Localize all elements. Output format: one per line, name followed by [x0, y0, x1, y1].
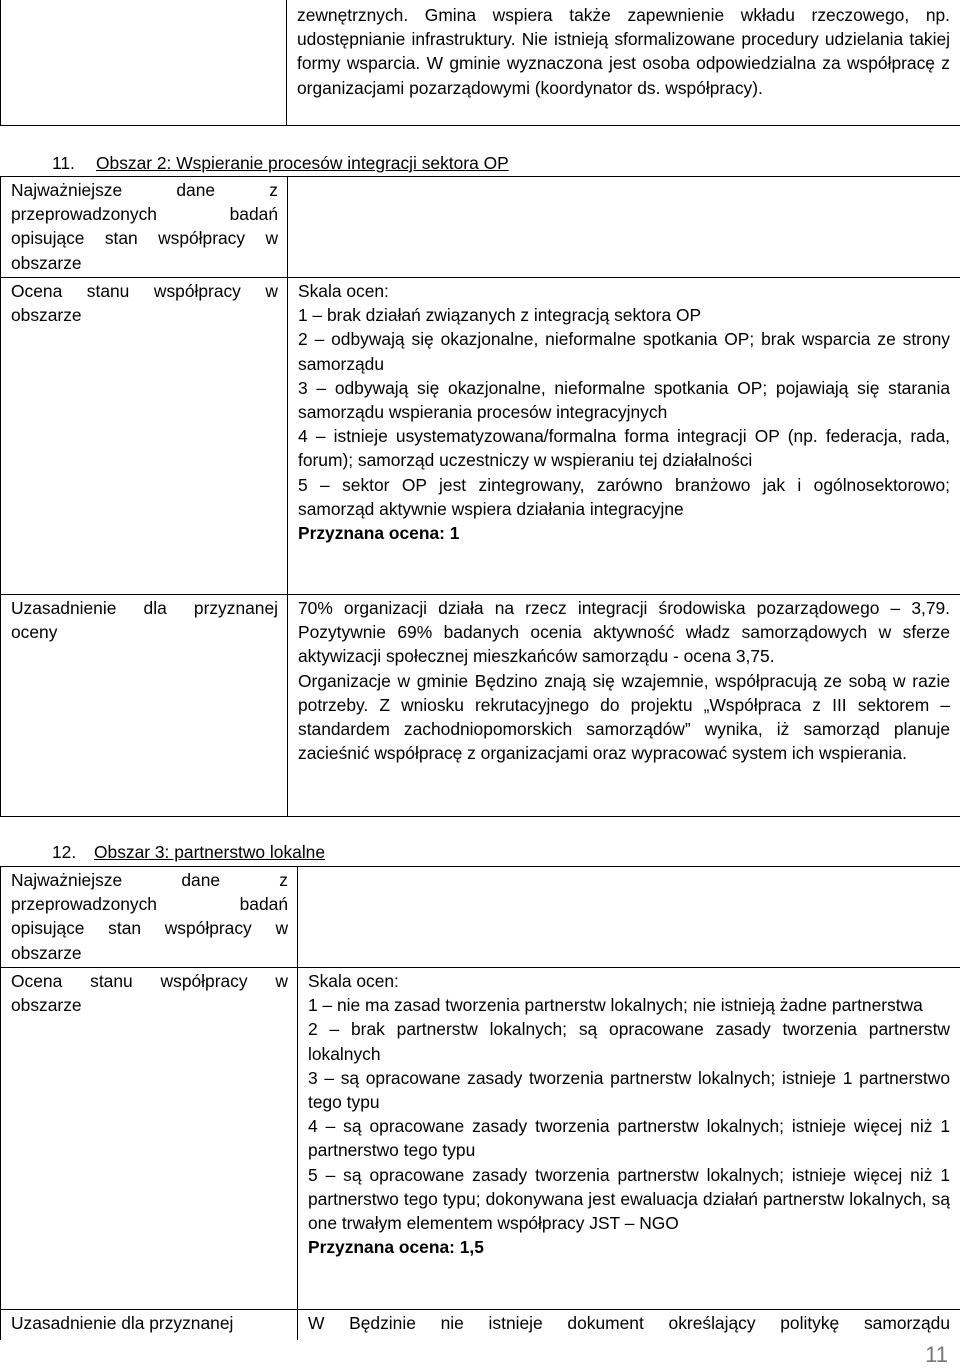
- section-12-heading: [52, 840, 325, 864]
- top-continuation-text: zewnętrznych. Gmina wspiera także zapewnienie wkładu rzeczowego, np. udostępnianie infrastruktury. Nie istnieją sformalizowane procedury udzielania takiej formy wsparcia. W gminie wyznaczona jest osoba odpowiedzialna za współpracę z organizacjami pozarządowymi (koordynator ds. współpracy).: [297, 5, 950, 98]
- s12-scale-item-5: 5 – są opracowane zasady tworzenia partnerstw lokalnych; istnieje więcej niż 1 partnerstwo tego typu; dokonywana jest ewaluacja działań partnerstw lokalnych, są one trwałym elementem współpracy JST – NGO: [308, 1164, 950, 1234]
- section-11-title: Obszar 2: Wspieranie procesów integracji sektora OP: [96, 153, 509, 173]
- top-continuation-table: [0, 0, 960, 126]
- top-right-cell: [287, 0, 960, 125]
- s12-data-row: [1, 867, 960, 968]
- s11-justification-value-cell: [288, 595, 960, 817]
- s11-justification-paragraph-2: Organizacje w gminie Będzino znają się wzajemnie, współpracują ze sobą w razie potrzeby. Z wniosku rekrutacyjnego do projektu „Współpraca z III sektorem – standardem zachodniopomorskich samorządów” wynika, iż samorząd planuje zacieśnić współpracę z organizacjami oraz wypracować system ich wspierania.: [298, 670, 950, 764]
- s11-data-row: [1, 177, 960, 278]
- s12-justification-label: Uzasadnienie dla przyznanej: [11, 1313, 234, 1333]
- section-12-number: 12.: [52, 842, 77, 862]
- s11-scale-item-1: 1 – brak działań związanych z integracją sektora OP: [298, 305, 702, 326]
- s11-justification-paragraph-1: 70% organizacji działa na rzecz integracji środowiska pozarządowego – 3,79. Pozytywnie 69% badanych ocenia aktywność władz samorządowych w sferze aktywizacji społecznej mieszkańców samorządu - ocena 3,75.: [298, 598, 950, 667]
- section-12-title: Obszar 3: partnerstwo lokalne: [94, 842, 326, 862]
- s12-justification-label-cell: [1, 1310, 298, 1340]
- s11-assessment-label: Ocena stanu współpracy w obszarze: [11, 281, 278, 326]
- s11-data-label: Najważniejsze dane z przeprowadzonych badań opisujące stan współpracy w obszarze: [11, 180, 278, 273]
- section-12-table: [0, 866, 960, 1340]
- s12-justification-value-cell: [298, 1310, 960, 1340]
- s11-scale-item-4: 4 – istnieje usystematyzowana/formalna forma integracji OP (np. federacja, rada, forum); samorząd uczestniczy w wspieraniu tej działalności: [298, 426, 950, 471]
- s11-scale-item-3: 3 – odbywają się okazjonalne, nieformalne spotkania OP; pojawiają się starania samorządu wspierania procesów integracyjnych: [298, 377, 950, 423]
- s12-justification-row: [1, 1310, 960, 1340]
- s12-granted-score: Przyznana ocena: 1,5: [308, 1237, 484, 1258]
- s12-justification-text: W Będzinie nie istnieje dokument określający politykę samorządu: [308, 1313, 950, 1333]
- s11-justification-label: Uzasadnienie dla przyznanej oceny: [11, 598, 278, 643]
- s12-data-label-cell: [1, 867, 298, 968]
- s11-scale-item-2: 2 – odbywają się okazjonalne, nieformalne spotkania OP; brak wsparcia ze strony samorządu: [298, 329, 950, 374]
- section-11-heading: [52, 151, 509, 175]
- s12-assessment-label-cell: [1, 968, 298, 1310]
- s11-scale-title: Skala ocen:: [298, 281, 389, 301]
- s12-scale-item-1: 1 – nie ma zasad tworzenia partnerstw lokalnych; nie istnieją żadne partnerstwa: [308, 995, 923, 1016]
- s11-justification-row: [1, 595, 960, 817]
- section-11-table: [0, 176, 960, 817]
- s11-granted-score: Przyznana ocena: 1: [298, 523, 460, 544]
- s11-assessment-label-cell: [1, 278, 288, 595]
- s12-data-value-cell: [298, 867, 960, 968]
- s12-data-label: Najważniejsze dane z przeprowadzonych badań opisujące stan współpracy w obszarze: [11, 870, 288, 963]
- s12-assessment-row: [1, 968, 960, 1310]
- top-left-cell: [1, 0, 287, 125]
- s11-assessment-value-cell: [288, 278, 960, 595]
- s12-assessment-value-cell: [298, 968, 960, 1310]
- s11-justification-label-cell: [1, 595, 288, 817]
- s12-assessment-label: Ocena stanu współpracy w obszarze: [11, 971, 288, 1016]
- s11-data-value-cell: [288, 177, 960, 278]
- s11-scale-item-5: 5 – sektor OP jest zintegrowany, zarówno branżowo jak i ogólnosektorowo; samorząd aktywnie wspiera działania integracyjne: [298, 474, 950, 519]
- page-number: 11: [925, 1342, 948, 1367]
- s12-scale-item-2: 2 – brak partnerstw lokalnych; są opracowane zasady tworzenia partnerstw lokalnych: [308, 1019, 950, 1064]
- s12-scale-item-3: 3 – są opracowane zasady tworzenia partnerstw lokalnych; istnieje 1 partnerstwo tego typu: [308, 1067, 950, 1113]
- s12-scale-title: Skala ocen:: [308, 971, 399, 991]
- s12-scale-item-4: 4 – są opracowane zasady tworzenia partnerstw lokalnych; istnieje więcej niż 1 partnerstwo tego typu: [308, 1116, 950, 1161]
- section-11-number: 11.: [52, 153, 75, 173]
- s11-data-label-cell: [1, 177, 288, 278]
- s11-assessment-row: [1, 278, 960, 595]
